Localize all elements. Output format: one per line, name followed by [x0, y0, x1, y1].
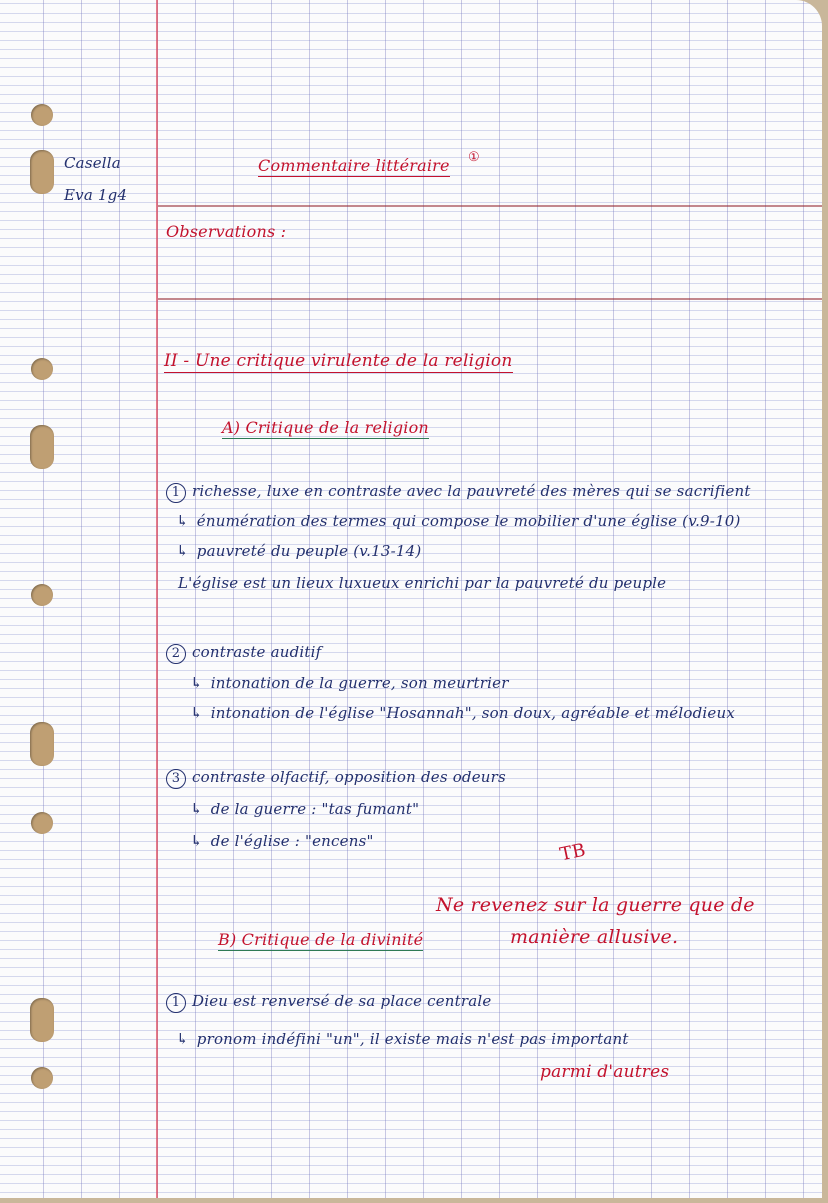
- sectionA-point3-sub2: [190, 832, 374, 850]
- arrow-icon: ↳: [176, 542, 189, 560]
- arrow-icon: ↳: [176, 512, 189, 530]
- arrow-icon: ↳: [190, 832, 203, 850]
- binder-slot: [30, 150, 54, 194]
- sectionB-point1: [166, 992, 491, 1013]
- sub-text: intonation de l'église "Hosannah", son doux, agréable et mélodieux: [210, 704, 736, 722]
- teacher-tb-mark: TB: [558, 839, 588, 866]
- binder-hole: [31, 1067, 53, 1089]
- sectionA-point1: [166, 482, 751, 503]
- sectionA-title: A) Critique de la religion: [222, 418, 429, 437]
- sectionA-point2: [166, 643, 321, 664]
- binder-slot: [30, 425, 54, 469]
- sub-text: de la guerre : "tas fumant": [210, 800, 420, 818]
- sub-text: pronom indéfini "un", il existe mais n'est pas important: [196, 1030, 629, 1048]
- header-rule-top: [158, 205, 822, 207]
- header-rule-bottom: [158, 298, 822, 300]
- sectionA-point1-sub1: [176, 512, 741, 530]
- arrow-icon: ↳: [190, 674, 203, 692]
- binder-slot: [30, 722, 54, 766]
- point-number: 1: [166, 483, 186, 503]
- point-number: 1: [166, 993, 186, 1013]
- sectionB-title: B) Critique de la divinité: [218, 930, 424, 949]
- sub-text: intonation de la guerre, son meurtrier: [210, 674, 509, 692]
- point-text: richesse, luxe en contraste avec la pauvreté des mères qui se sacrifient: [192, 482, 751, 500]
- sub-text: énumération des termes qui compose le mobilier d'une église (v.9-10): [196, 512, 741, 530]
- sub-text: pauvreté du peuple (v.13-14): [196, 542, 422, 560]
- teacher-comment-line1: Ne revenez sur la guerre que de: [436, 894, 755, 916]
- teacher-comment-line2: manière allusive.: [510, 926, 679, 948]
- arrow-icon: ↳: [190, 704, 203, 722]
- arrow-icon: ↳: [190, 800, 203, 818]
- sectionA-point2-sub1: [190, 674, 509, 692]
- part2-heading: II - Une critique virulente de la religion: [164, 351, 513, 371]
- binder-hole: [31, 584, 53, 606]
- point-text: contraste olfactif, opposition des odeurs: [192, 768, 506, 786]
- student-name: Casella: [64, 154, 121, 172]
- red-margin-line: [156, 0, 158, 1198]
- sub-text: de l'église : "encens": [210, 832, 374, 850]
- title-mark: ①: [468, 150, 480, 165]
- observations-label: Observations :: [166, 222, 287, 241]
- page-title: Commentaire littéraire: [258, 156, 450, 175]
- sectionA-point3: [166, 768, 506, 789]
- point-number: 3: [166, 769, 186, 789]
- teacher-comment-line3: parmi d'autres: [540, 1062, 670, 1082]
- arrow-icon: ↳: [176, 1030, 189, 1048]
- point-number: 2: [166, 644, 186, 664]
- binder-hole: [31, 358, 53, 380]
- sectionA-point1-sub2: [176, 542, 421, 560]
- sectionA-point3-sub1: [190, 800, 419, 818]
- binder-hole: [31, 104, 53, 126]
- student-class: Eva 1g4: [64, 186, 128, 204]
- point-text: contraste auditif: [192, 643, 322, 661]
- binder-slot: [30, 998, 54, 1042]
- sectionA-point1-conclusion: L'église est un lieux luxueux enrichi par la pauvreté du peuple: [178, 574, 667, 592]
- sectionB-point1-sub1: [176, 1030, 629, 1048]
- sectionA-point2-sub2: [190, 704, 735, 722]
- binder-hole: [31, 812, 53, 834]
- point-text: Dieu est renversé de sa place centrale: [192, 992, 492, 1010]
